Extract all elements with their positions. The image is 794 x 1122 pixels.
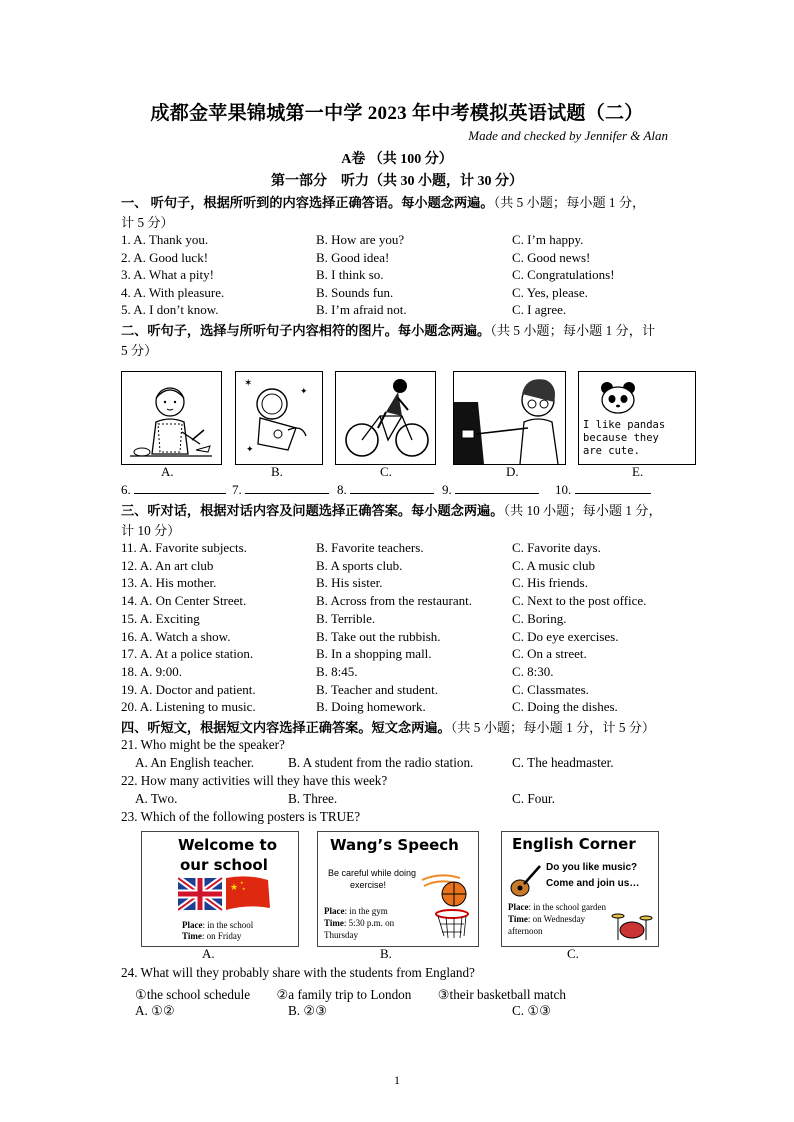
svg-text:★: ★: [240, 880, 244, 885]
astronaut-illustration: [236, 372, 322, 464]
time-label: Time: [182, 931, 202, 941]
answer-blank-6[interactable]: [121, 481, 226, 498]
answer-blank-9[interactable]: [442, 481, 539, 498]
question-22-option-a[interactable]: A. Two.: [135, 791, 178, 806]
blank-number: 9.: [442, 482, 452, 497]
answer-blank-8[interactable]: [337, 481, 434, 498]
section1-heading: [121, 192, 645, 211]
svg-text:✦: ✦: [246, 444, 254, 454]
question-13-option-a[interactable]: 13. A. His mother.: [121, 575, 217, 591]
poster-b-title: Wang’s Speech: [330, 836, 459, 854]
question-1-row: [121, 231, 681, 249]
section2-heading-bold: 二、听句子，选择与所听句子内容相符的图片。每小题念两遍。: [121, 323, 491, 338]
blank-line[interactable]: [350, 481, 434, 494]
question-19-option-b[interactable]: B. Teacher and student.: [316, 681, 438, 697]
question-4-option-a[interactable]: 4. A. With pleasure.: [121, 284, 225, 300]
poster-b-note-line2: exercise!: [350, 880, 387, 890]
picture-d-teacher: [453, 371, 566, 465]
question-20-row: [121, 698, 681, 716]
question-19-option-c[interactable]: C. Classmates.: [512, 681, 589, 697]
question-21-option-a[interactable]: A. An English teacher.: [135, 755, 255, 770]
svg-text:★: ★: [242, 886, 246, 891]
question-14-option-b[interactable]: B. Across from the restaurant.: [316, 593, 472, 609]
picture-label-c: C.: [380, 464, 392, 479]
blank-line[interactable]: [575, 481, 651, 494]
answer-blank-10[interactable]: [555, 481, 651, 498]
question-24-option-b[interactable]: B. ②③: [288, 1003, 328, 1018]
place-value: : in the school garden: [528, 902, 606, 912]
question-12-option-c[interactable]: C. A music club: [512, 557, 596, 573]
picture-label-d: D.: [506, 464, 519, 479]
poster-b-place: [324, 906, 388, 916]
question-15-option-c[interactable]: C. Boring.: [512, 610, 567, 626]
poster-a-place: [182, 920, 253, 930]
question-18-option-c[interactable]: C. 8:30.: [512, 663, 554, 679]
drum-kit-icon: [610, 906, 654, 942]
question-11-row: [121, 539, 681, 557]
svg-text:✦: ✦: [300, 386, 308, 396]
question-1-option-b[interactable]: B. How are you?: [316, 232, 405, 247]
question-22: 22. How many activities will they have this week?: [121, 773, 388, 788]
basketball-icon: [420, 870, 476, 942]
section2-heading: [121, 320, 655, 339]
cooking-illustration: [122, 372, 221, 464]
question-4-row: [121, 284, 681, 302]
poster-c-note-line2: Come and join us…: [546, 878, 640, 889]
question-5-option-a[interactable]: 5. A. I don’t know.: [121, 302, 219, 318]
section4-heading-note: （共 5 小题；每小题 1 分，计 5 分）: [450, 720, 656, 735]
question-15-row: [121, 610, 681, 628]
poster-c: [501, 831, 659, 947]
section1-heading-bold: 一、 听句子，根据所听到的内容选择正确答语。每小题念两遍。: [121, 195, 494, 210]
poster-a-title-line1: Welcome to: [178, 836, 278, 854]
question-14-option-a[interactable]: 14. A. On Center Street.: [121, 593, 247, 609]
question-17-option-a[interactable]: 17. A. At a police station.: [121, 646, 254, 662]
place-label: Place: [182, 920, 203, 930]
question-11-option-b[interactable]: B. Favorite teachers.: [316, 540, 424, 555]
poster-a-time: [182, 931, 241, 941]
question-13-option-c[interactable]: C. His friends.: [512, 575, 588, 591]
question-13-option-b[interactable]: B. His sister.: [316, 575, 383, 591]
question-16-option-b[interactable]: B. Take out the rubbish.: [316, 628, 441, 644]
question-16-option-c[interactable]: C. Do eye exercises.: [512, 628, 619, 644]
poster-b-note-line1: Be careful while doing: [328, 868, 417, 878]
question-3-option-c[interactable]: C. Congratulations!: [512, 267, 615, 283]
blank-line[interactable]: [134, 481, 226, 494]
question-24: 24. What will they probably share with the students from England?: [121, 965, 475, 980]
blank-line[interactable]: [455, 481, 539, 494]
question-4-option-b[interactable]: B. Sounds fun.: [316, 284, 394, 300]
question-3-option-a[interactable]: 3. A. What a pity!: [121, 267, 214, 283]
picture-label-b: B.: [271, 464, 283, 479]
question-24-option-c[interactable]: C. ①③: [512, 1003, 552, 1018]
question-5-option-c[interactable]: C. I agree.: [512, 302, 567, 318]
section3-heading-line2: 计 10 分）: [121, 523, 181, 538]
poster-a-title-line2: our school: [180, 856, 268, 874]
question-14-row: [121, 592, 681, 610]
question-23: 23. Which of the following posters is TRUE?: [121, 809, 361, 824]
question-22-option-b[interactable]: B. Three.: [288, 791, 338, 806]
credit-line: Made and checked by Jennifer & Alan: [468, 128, 668, 143]
poster-a: [141, 831, 299, 947]
question-3-row: [121, 266, 681, 284]
time-value: : on Friday: [201, 931, 242, 941]
question-21: 21. Who might be the speaker?: [121, 737, 285, 752]
question-18-option-b[interactable]: B. 8:45.: [316, 663, 358, 679]
question-22-option-c[interactable]: C. Four.: [512, 791, 555, 806]
poster-label-a: A.: [202, 946, 215, 961]
question-20-option-b[interactable]: B. Doing homework.: [316, 699, 426, 715]
question-2-option-b[interactable]: B. Good idea!: [316, 249, 390, 265]
question-2-row: [121, 249, 681, 267]
poster-c-note-line1: Do you like music?: [546, 862, 638, 873]
section4-heading-bold: 四、听短文，根据短文内容选择正确答案。短文念两遍。: [121, 720, 451, 735]
question-19-option-a[interactable]: 19. A. Doctor and patient.: [121, 681, 256, 697]
panda-caption-line1: I like pandas: [583, 419, 666, 431]
svg-text:★: ★: [230, 882, 239, 892]
page-number: 1: [394, 1073, 400, 1087]
time-value: : on Wednesday: [527, 914, 585, 924]
panda-icon: [579, 372, 695, 420]
panda-caption-line2: because they: [583, 432, 659, 444]
question-15-option-a[interactable]: 15. A. Exciting: [121, 610, 200, 626]
place-value: : in the gym: [344, 906, 388, 916]
blank-number: 6.: [121, 482, 131, 497]
panda-caption-line3: are cute.: [583, 445, 640, 457]
poster-b: [317, 831, 479, 947]
blank-number: 7.: [232, 482, 242, 497]
poster-c-time-line2: afternoon: [508, 926, 543, 936]
place-label: Place: [324, 906, 345, 916]
exam-title: 成都金苹果锦城第一中学 2023 年中考模拟英语试题（二）: [150, 103, 644, 124]
question-5-row: [121, 301, 681, 319]
question-18-row: [121, 663, 681, 681]
poster-b-time-line2: Thursday: [324, 930, 358, 940]
question-14-option-c[interactable]: C. Next to the post office.: [512, 593, 647, 609]
question-1-option-a[interactable]: 1. A. Thank you.: [121, 232, 209, 247]
time-label: Time: [324, 918, 344, 928]
question-16-row: [121, 628, 681, 646]
section1-heading-line2: 计 5 分）: [121, 215, 174, 230]
question-12-option-b[interactable]: B. A sports club.: [316, 557, 403, 573]
poster-c-time: [508, 914, 585, 924]
section2-heading-note: （共 5 小题；每小题 1 分，计: [490, 323, 656, 338]
time-value: : 5:30 p.m. on: [343, 918, 395, 928]
question-13-row: [121, 574, 681, 592]
question-17-option-c[interactable]: C. On a street.: [512, 646, 587, 662]
guitar-icon: [506, 860, 546, 900]
question-17-option-b[interactable]: B. In a shopping mall.: [316, 646, 432, 662]
section2-heading-line2: 5 分）: [121, 343, 158, 358]
svg-text:✶: ✶: [244, 378, 253, 389]
question-19-row: [121, 681, 681, 699]
question-2-option-c[interactable]: C. Good news!: [512, 249, 591, 265]
poster-label-c: C.: [567, 946, 579, 961]
question-3-option-b[interactable]: B. I think so.: [316, 267, 384, 283]
blank-number: 10.: [555, 482, 572, 497]
flags-icon: [178, 876, 278, 914]
question-21-option-c[interactable]: C. The headmaster.: [512, 755, 614, 770]
question-12-row: [121, 557, 681, 575]
question-17-row: [121, 645, 681, 663]
section1-heading-note: （共 5 小题；每小题 1 分，: [493, 195, 646, 210]
question-15-option-b[interactable]: B. Terrible.: [316, 610, 376, 626]
poster-c-place: [508, 902, 606, 912]
poster-label-b: B.: [380, 946, 392, 961]
question-4-option-c[interactable]: C. Yes, please.: [512, 284, 588, 300]
cyclist-illustration: [336, 372, 435, 464]
poster-c-title: English Corner: [512, 835, 636, 853]
section3-heading-bold: 三、听对话，根据对话内容及问题选择正确答案。每小题念两遍。: [121, 503, 504, 518]
question-18-option-a[interactable]: 18. A. 9:00.: [121, 663, 183, 679]
question-11-option-c[interactable]: C. Favorite days.: [512, 540, 601, 555]
question-21-option-b[interactable]: B. A student from the radio station.: [288, 755, 474, 770]
picture-label-e: E.: [632, 464, 644, 479]
question-5-option-b[interactable]: B. I’m afraid not.: [316, 302, 407, 318]
blank-number: 8.: [337, 482, 347, 497]
question-1-option-c[interactable]: C. I’m happy.: [512, 232, 584, 247]
panda-caption: [583, 419, 665, 458]
blank-line[interactable]: [245, 481, 329, 494]
question-16-option-a[interactable]: 16. A. Watch a show.: [121, 628, 231, 644]
question-2-option-a[interactable]: 2. A. Good luck!: [121, 249, 209, 265]
poster-b-time: [324, 918, 394, 928]
picture-a-cooking: [121, 371, 222, 465]
time-label: Time: [508, 914, 528, 924]
picture-label-a: A.: [161, 464, 174, 479]
part1-heading: 第一部分 听力（共 30 小题，计 30 分）: [271, 174, 523, 189]
section4-heading: [121, 717, 655, 736]
question-20-option-a[interactable]: 20. A. Listening to music.: [121, 699, 256, 715]
section3-heading: [121, 500, 662, 519]
teacher-illustration: [454, 372, 565, 464]
section3-heading-note: （共 10 小题；每小题 1 分，: [503, 503, 662, 518]
picture-c-cyclist: [335, 371, 436, 465]
picture-b-astronaut: [235, 371, 323, 465]
answer-blank-7[interactable]: [232, 481, 329, 498]
question-20-option-c[interactable]: C. Doing the dishes.: [512, 699, 618, 715]
paper-a-heading: A卷 （共 100 分）: [341, 152, 453, 167]
place-value: : in the school: [202, 920, 254, 930]
picture-e-panda: [578, 371, 696, 465]
question-24-items: ①the school schedule ②a family trip to London ③their basketball match: [135, 987, 566, 1002]
question-12-option-a[interactable]: 12. A. An art club: [121, 557, 214, 573]
question-11-option-a[interactable]: 11. A. Favorite subjects.: [121, 540, 247, 555]
question-24-option-a[interactable]: A. ①②: [135, 1003, 175, 1018]
place-label: Place: [508, 902, 529, 912]
